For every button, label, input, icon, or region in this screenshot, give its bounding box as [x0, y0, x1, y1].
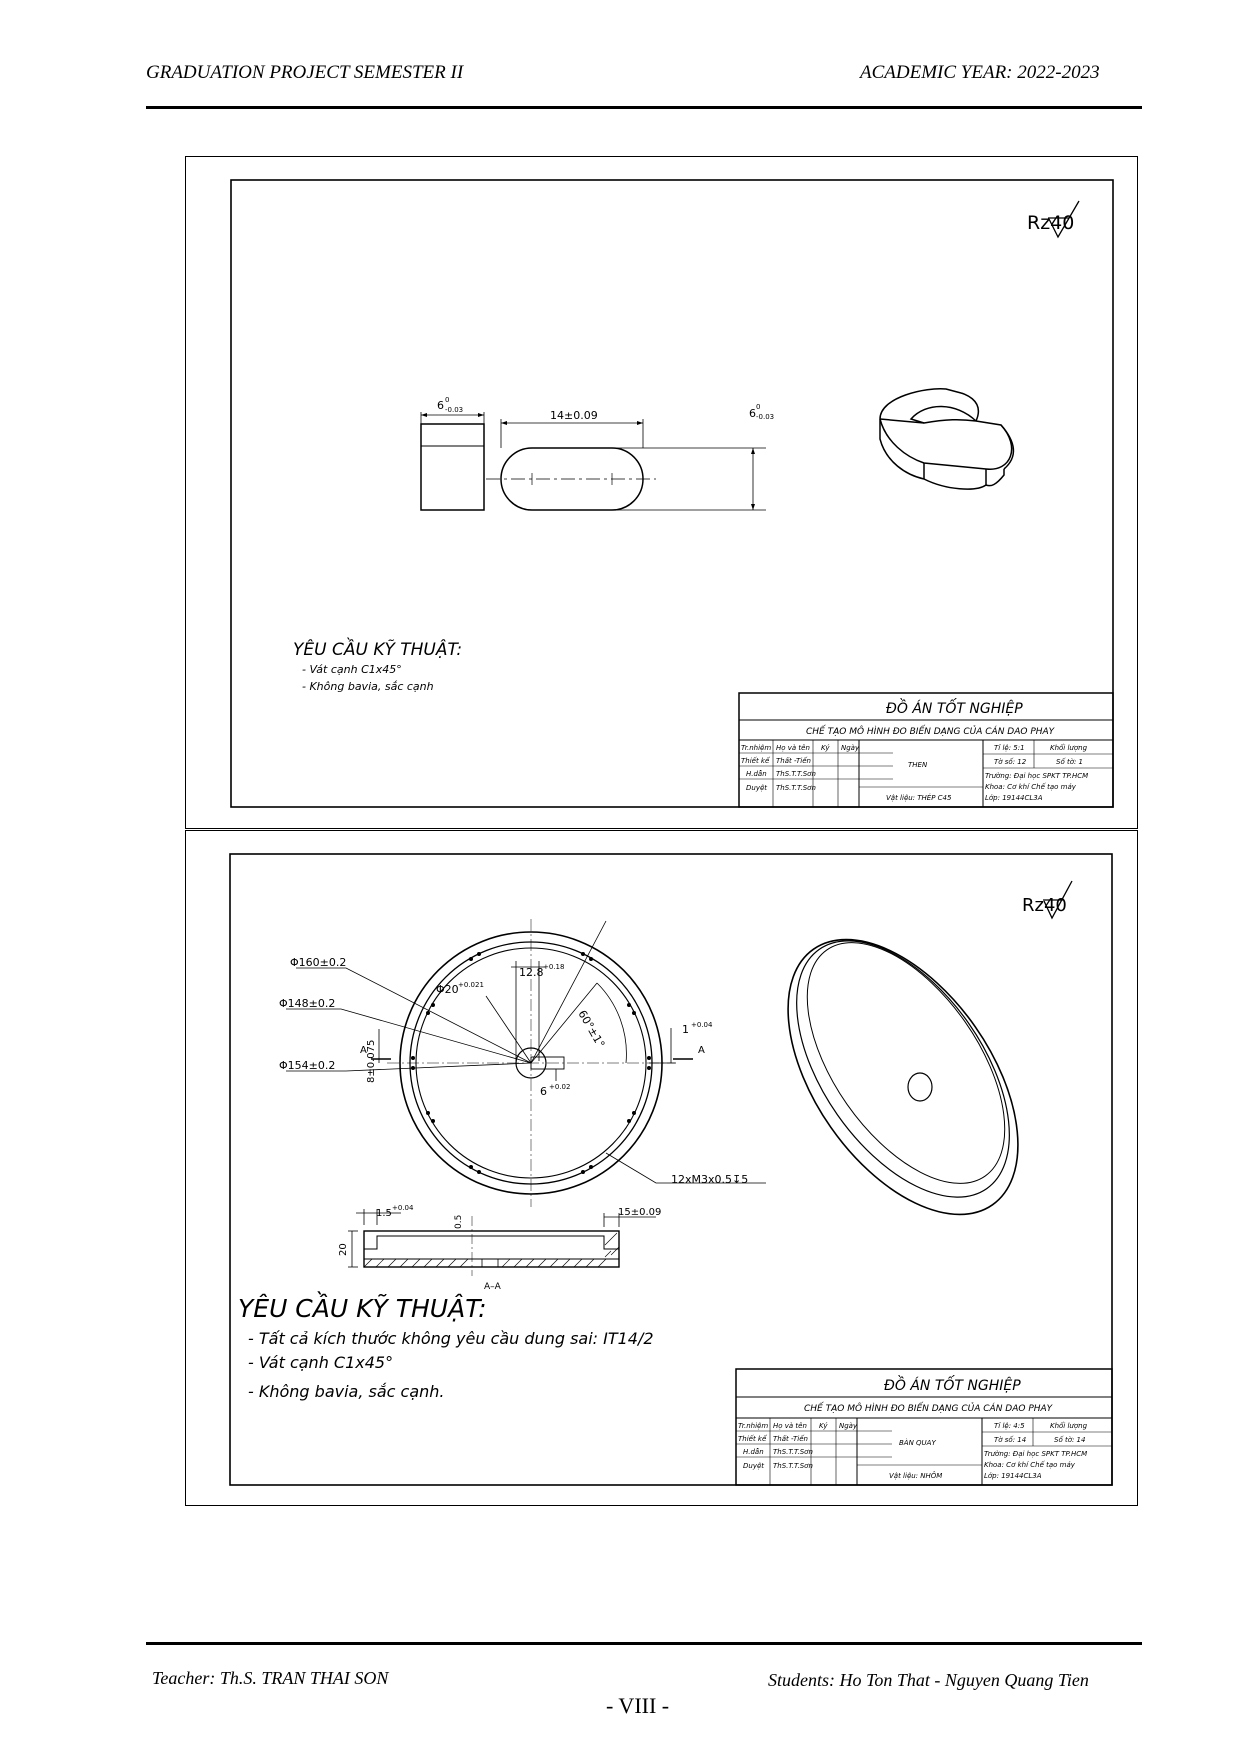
- tb2-scale: Tỉ lệ: 4:5: [994, 1422, 1025, 1430]
- footer-teacher: Teacher: Th.S. TRAN THAI SON: [152, 1668, 389, 1688]
- key-front-view: [421, 412, 484, 510]
- tb1-material: Vật liệu: THÉP C45: [886, 794, 952, 802]
- tb2-material: Vật liệu: NHÔM: [889, 1472, 943, 1480]
- dim-width-tol-lower: -0.03: [445, 406, 464, 414]
- dim-height: 6: [749, 407, 756, 420]
- tb1-r3-name: ThS.T.T.Sơn: [776, 784, 816, 792]
- tb1-school1: Trường: Đại học SPKT TP.HCM: [985, 772, 1089, 780]
- tb1-r1-name: Thất -Tiến: [776, 757, 811, 765]
- dim-d160: Φ160±0.2: [290, 956, 347, 969]
- tb1-r3-role: Duyệt: [746, 784, 768, 792]
- tb1-sheets: Số tờ: 1: [1056, 758, 1084, 766]
- dim-threads: 12xM3x0.5↧5: [671, 1173, 749, 1186]
- section-marker-right: A: [698, 1045, 705, 1056]
- footer-rule: [146, 1642, 1142, 1645]
- tb2-part: BÀN QUAY: [899, 1439, 936, 1447]
- tb1-sheet-no: Tờ số: 12: [994, 758, 1027, 766]
- tb1-school2: Khoa: Cơ khí Chế tạo máy: [985, 783, 1076, 791]
- dim-height-tol-upper: 0: [756, 403, 761, 411]
- req-item-2-2: - Vát cạnh C1x45°: [248, 1353, 394, 1372]
- dim-height-tol-lower: -0.03: [756, 413, 775, 421]
- tb2-r2-role: H.dẫn: [743, 1448, 764, 1456]
- dim-depth: 8±0.075: [366, 1039, 377, 1083]
- section-label: A–A: [484, 1282, 501, 1292]
- dim-key: 12.8: [519, 966, 544, 979]
- tb1-project: ĐỒ ÁN TỐT NGHIỆP: [886, 701, 1023, 717]
- dim-sec-step: 1.5: [376, 1208, 392, 1219]
- section-view: [348, 1209, 656, 1276]
- req-item-1-1: - Vát cạnh C1x45°: [302, 663, 402, 676]
- roughness-label-2: Rz40: [1022, 895, 1067, 916]
- tb2-school3: Lớp: 19144CL3A: [984, 1472, 1042, 1480]
- tb2-h-sign: Ký: [819, 1422, 828, 1430]
- dim-d148: Φ148±0.2: [279, 997, 336, 1010]
- dimension-leaders: [286, 921, 766, 1183]
- header-right: ACADEMIC YEAR: 2022-2023: [860, 62, 1100, 83]
- drawing-sheet-turntable: [185, 830, 1138, 1506]
- tb1-h-name: Họ và tên: [776, 744, 810, 752]
- tb2-h-name: Họ và tên: [773, 1422, 807, 1430]
- section-marker-left: A: [360, 1045, 367, 1056]
- drawing-key-svg: [186, 157, 1137, 828]
- turntable-isometric-view: [741, 899, 1064, 1256]
- dim-sec-step-tol: +0.04: [392, 1204, 414, 1212]
- tb2-school1: Trường: Đại học SPKT TP.HCM: [984, 1450, 1088, 1458]
- tb2-h-date: Ngày: [839, 1422, 858, 1430]
- tb2-r3-role: Duyệt: [743, 1462, 765, 1470]
- dim-groove: 1: [682, 1023, 689, 1036]
- tb1-r2-name: ThS.T.T.Sơn: [776, 770, 816, 778]
- req-title-2: YÊU CẦU KỸ THUẬT:: [238, 1294, 487, 1323]
- tb1-h-sign: Ký: [821, 744, 830, 752]
- section-hatch: [364, 1233, 619, 1267]
- dim-d20-tol: +0.021: [458, 981, 484, 989]
- tb2-h-role: Tr.nhiệm: [738, 1422, 769, 1430]
- tb2-sheet-no: Tờ số: 14: [994, 1436, 1027, 1444]
- footer-students: Students: Ho Ton That - Nguyen Quang Tien: [768, 1670, 1089, 1690]
- tb2-school2: Khoa: Cơ khí Chế tạo máy: [984, 1461, 1075, 1469]
- tb2-r2-name: ThS.T.T.Sơn: [773, 1448, 813, 1456]
- tb2-r3-name: ThS.T.T.Sơn: [773, 1462, 813, 1470]
- dim-slot-width: 6: [540, 1085, 547, 1098]
- dim-sec-chamfer: 0.5: [454, 1214, 464, 1229]
- drawing-turntable-svg: [186, 831, 1137, 1505]
- dim-d154: Φ154±0.2: [279, 1059, 336, 1072]
- req-item-1-2: - Không bavia, sắc cạnh: [302, 680, 434, 693]
- tb1-h-role: Tr.nhiệm: [741, 744, 772, 752]
- dim-angle: 60°±1°: [575, 1008, 608, 1051]
- req-item-2-1: - Tất cả kích thước không yêu cầu dung sai: IT14/2: [248, 1329, 654, 1348]
- dim-width-tol-upper: 0: [445, 396, 450, 404]
- tb1-r2-role: H.dẫn: [746, 770, 767, 778]
- tb2-project: ĐỒ ÁN TỐT NGHIỆP: [884, 1378, 1021, 1394]
- header-rule: [146, 106, 1142, 109]
- tb2-subject: CHẾ TẠO MÔ HÌNH ĐO BIẾN DẠNG CỦA CÁN DAO PHAY: [804, 1404, 1053, 1414]
- tb1-r1-role: Thiết kế: [741, 757, 770, 765]
- tb1-subject: CHẾ TẠO MÔ HÌNH ĐO BIẾN DẠNG CỦA CÁN DAO PHAY: [806, 727, 1055, 737]
- tb1-school3: Lớp: 19144CL3A: [985, 794, 1043, 802]
- dim-sec-wall: 15±0.09: [618, 1207, 662, 1218]
- tb1-part: THEN: [908, 761, 928, 769]
- key-isometric-view: [880, 389, 1013, 489]
- roughness-label: Rz40: [1027, 212, 1075, 234]
- tb1-mass: Khối lượng: [1050, 744, 1088, 752]
- req-item-2-3: - Không bavia, sắc cạnh.: [248, 1382, 445, 1401]
- dim-width: 6: [437, 399, 444, 412]
- tb2-r1-role: Thiết kế: [738, 1435, 767, 1443]
- tb1-scale: Tỉ lệ: 5:1: [994, 744, 1025, 752]
- dim-length: 14±0.09: [550, 409, 598, 422]
- req-title-1: YÊU CẦU KỸ THUẬT:: [293, 640, 463, 660]
- tb1-h-date: Ngày: [841, 744, 860, 752]
- dim-key-tol: +0.18: [543, 963, 565, 971]
- tb2-sheets: Số tờ: 14: [1054, 1436, 1086, 1444]
- tb2-r1-name: Thất -Tiến: [773, 1435, 808, 1443]
- dim-slot-width-tol: +0.02: [549, 1083, 571, 1091]
- header-left: GRADUATION PROJECT SEMESTER II: [146, 62, 464, 83]
- tb2-mass: Khối lượng: [1050, 1422, 1088, 1430]
- dim-d20: Φ20: [436, 983, 459, 996]
- key-top-view: [486, 419, 766, 510]
- dim-sec-height: 20: [338, 1243, 349, 1256]
- footer-page-number: - VIII -: [606, 1693, 670, 1718]
- drawing-sheet-key: [185, 156, 1138, 829]
- dim-groove-tol: +0.04: [691, 1021, 713, 1029]
